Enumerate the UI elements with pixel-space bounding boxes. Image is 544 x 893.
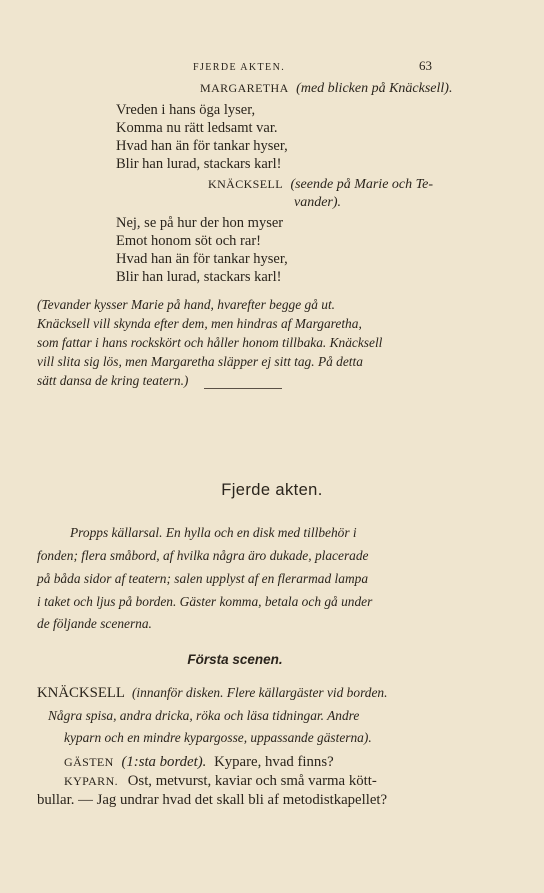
setting-line: på båda sidor af teatern; salen upplyst af en flerarmad lampa xyxy=(37,571,369,586)
section-divider xyxy=(204,388,282,389)
setting-line: fonden; flera småbord, af hvilka några äro dukade, placerade xyxy=(37,548,369,563)
verse-line: Komma nu rätt ledsamt var. xyxy=(116,120,278,136)
stage-direction: (med blicken på Knäcksell). xyxy=(296,81,453,96)
running-head: FJERDE AKTEN. xyxy=(193,62,286,73)
setting-line: de följande scenerna. xyxy=(37,616,152,631)
verse-line: Vreden i hans öga lyser, xyxy=(116,102,256,118)
act-heading: Fjerde akten. xyxy=(221,481,323,499)
verse-line: Blir han lurad, stackars karl! xyxy=(116,156,282,172)
page-number: 63 xyxy=(419,58,432,73)
stage-direction-line: sätt dansa de kring teatern.) xyxy=(37,373,189,388)
speaker-name: GÄSTEN xyxy=(64,755,114,769)
verse-line: Emot honom söt och rar! xyxy=(116,233,261,249)
setting-line: i taket och ljus på borden. Gäster komma, betala och gå under xyxy=(37,594,373,609)
scene-direction-line: kyparn och en mindre kypargosse, uppassande gästerna). xyxy=(64,730,372,745)
verse-line: Blir han lurad, stackars karl! xyxy=(116,269,282,285)
speaker-name: KNÄCKSELL xyxy=(208,177,283,191)
speaker-name: KNÄCKSELL xyxy=(37,685,125,701)
stage-direction-line: som fattar i hans rockskört och håller honom tillbaka. Knäcksell xyxy=(37,335,383,350)
scene-direction-first-line xyxy=(37,683,387,702)
verse2-speaker-line xyxy=(208,177,433,193)
speaker-name: MARGARETHA xyxy=(200,81,289,95)
scene-heading: Första scenen. xyxy=(187,652,283,667)
dialogue-line-waiter-continued: bullar. — Jag undrar hvad det skall bli af metodistkapellet? xyxy=(37,792,388,808)
scene-direction-line: Några spisa, andra dricka, röka och läsa tidningar. Andre xyxy=(48,708,360,723)
stage-direction: (innanför disken. Flere källargäster vid borden. xyxy=(131,685,388,700)
dialogue-line-guest xyxy=(64,754,334,771)
verse1-speaker-line xyxy=(200,81,452,97)
verse-line: Hvad han än för tankar hyser, xyxy=(116,251,288,267)
stage-direction-line: vill slita sig lös, men Margaretha släpper ej sitt tag. På detta xyxy=(37,354,363,369)
stage-direction: (1:sta bordet). xyxy=(121,754,207,770)
stage-direction-continued: vander). xyxy=(294,195,342,210)
spoken-text: Ost, metvurst, kaviar och små varma kött- xyxy=(127,773,377,789)
stage-direction-line: (Tevander kysser Marie på hand, hvarefter begge gå ut. xyxy=(37,297,336,312)
setting-line: Propps källarsal. En hylla och en disk med tillbehör i xyxy=(70,525,357,540)
stage-direction-line: Knäcksell vill skynda efter dem, men hindras af Margaretha, xyxy=(37,316,362,331)
verse-line: Hvad han än för tankar hyser, xyxy=(116,138,288,154)
dialogue-line-waiter xyxy=(64,773,377,790)
stage-direction: (seende på Marie och Te- xyxy=(290,177,433,192)
speaker-name: KYPARN. xyxy=(64,774,119,788)
spoken-text: Kypare, hvad finns? xyxy=(214,754,334,770)
verse-line: Nej, se på hur der hon myser xyxy=(116,215,284,231)
